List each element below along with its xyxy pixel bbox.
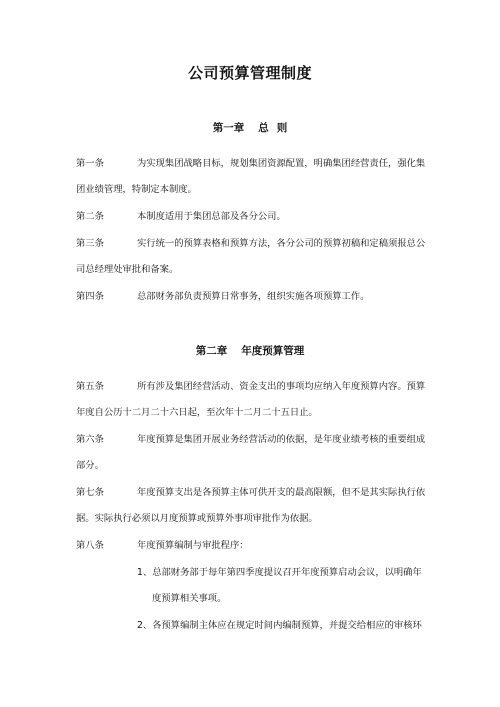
article-5-text-line2: 年度自公历十二月二十六日起，至次年十二月二十五日止。 — [76, 407, 318, 418]
article-8-item-1-line2: 度预算相关事项。 — [152, 593, 227, 604]
chapter-1-name-part1: 总 — [258, 122, 269, 134]
article-3-number: 第三条 — [76, 238, 104, 249]
article-4-number: 第四条 — [76, 291, 104, 302]
article-8-number: 第八条 — [76, 540, 104, 551]
document-title: 公司预算管理制度 — [187, 64, 312, 82]
chapter-1-number: 第一章 — [212, 122, 245, 134]
article-2-text-line1: 本制度适用于集团总部及各分公司。 — [137, 211, 286, 222]
article-6-number: 第六条 — [76, 434, 104, 445]
article-7-text-line1: 年度预算支出是各预算主体可供开支的最高限额，但不是其实际执行依 — [137, 487, 426, 498]
article-3-text-line1: 实行统一的预算表格和预算方法，各分公司的预算初稿和定稿须报总公 — [137, 238, 426, 249]
article-5-text-line1: 所有涉及集团经营活动、资金支出的事项均应纳入年度预算内容。预算 — [137, 381, 426, 392]
article-4-text-line1: 总部财务部负责预算日常事务，组织实施各项预算工作。 — [137, 291, 370, 302]
article-1-number: 第一条 — [76, 158, 104, 169]
article-8-item-1-line1: 1、总部财务部于每年第四季度提议召开年度预算启动会议，以明确年 — [137, 567, 422, 578]
article-3-text-line2: 司总经理处审批和备案。 — [76, 264, 179, 275]
chapter-1-heading — [0, 120, 500, 135]
article-1-text-line1: 为实现集团战略目标，规划集团资源配置，明确集团经营责任，强化集 — [137, 158, 426, 169]
chapter-2-number: 第二章 — [195, 345, 228, 357]
article-7-text-line2: 据。实际执行必须以月度预算或预算外事项审批作为依据。 — [76, 513, 318, 524]
chapter-2-name: 年度预算管理 — [241, 345, 305, 357]
article-6-text-line1: 年度预算是集团开展业务经营活动的依据，是年度业绩考核的重要组成 — [137, 434, 426, 445]
article-8-text-line1: 年度预算编制与审批程序： — [137, 540, 249, 551]
article-2-number: 第二条 — [76, 211, 104, 222]
chapter-1-name-part2: 则 — [276, 122, 288, 134]
article-7-number: 第七条 — [76, 487, 104, 498]
chapter-2-heading — [0, 343, 500, 358]
article-1-text-line2: 团业绩管理，特制定本制度。 — [76, 184, 197, 195]
article-5-number: 第五条 — [76, 381, 104, 392]
article-6-text-line2: 部分。 — [76, 460, 104, 471]
article-8-item-2-line1: 2、各预算编制主体应在规定时间内编制预算，并提交给相应的审核环 — [137, 620, 422, 631]
